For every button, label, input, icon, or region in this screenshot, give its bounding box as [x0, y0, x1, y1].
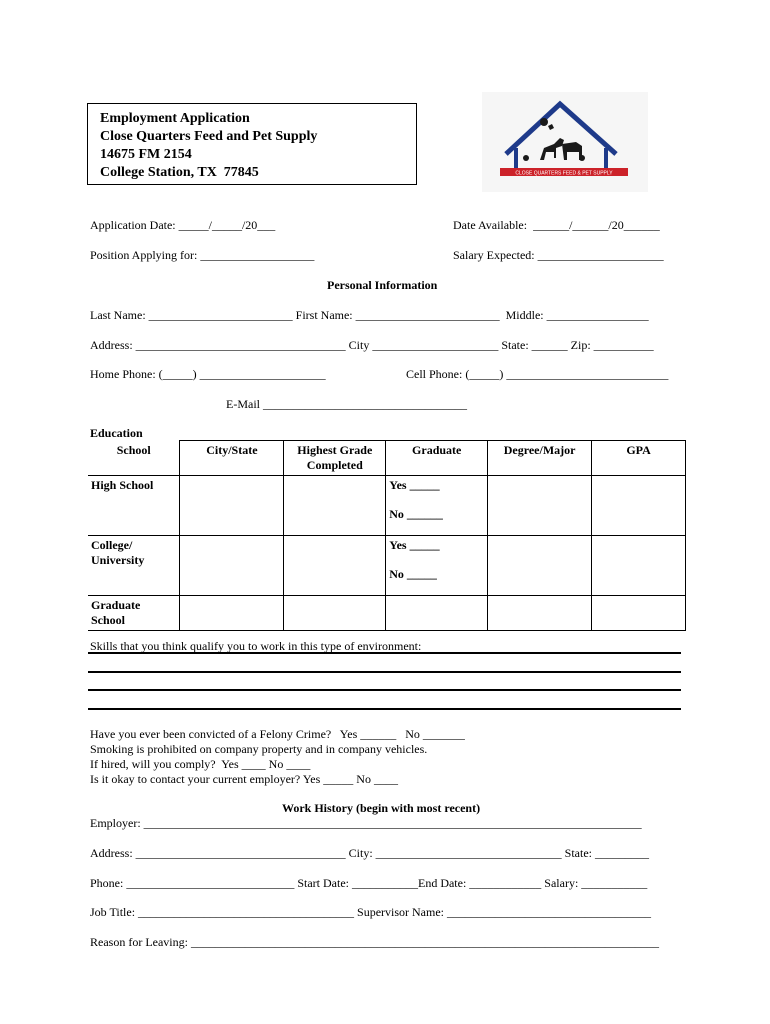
home-phone-field[interactable]: Home Phone: (_____) _____________________ [90, 367, 326, 381]
skills-line-1[interactable] [88, 652, 681, 654]
graduate-no[interactable]: No _____ [389, 567, 437, 581]
highest-grade-cell[interactable] [284, 476, 386, 536]
skills-line-2[interactable] [88, 671, 681, 673]
header-box [87, 103, 417, 185]
cell-phone-field[interactable]: Cell Phone: (_____) ___________________________ [406, 367, 669, 381]
header-city-state: City/State [180, 441, 284, 476]
gpa-cell[interactable] [592, 536, 686, 596]
degree-major-cell[interactable] [488, 536, 592, 596]
header-highest-grade: Highest Grade Completed [284, 441, 386, 476]
table-row [88, 596, 686, 631]
gpa-cell[interactable] [592, 476, 686, 536]
name-line[interactable]: Last Name: ________________________ First Name: ________________________ Middle: _________________ [90, 308, 649, 322]
header-graduate: Graduate [386, 441, 488, 476]
city-state-cell[interactable] [180, 596, 284, 631]
highest-grade-cell[interactable] [284, 536, 386, 596]
city-state-cell[interactable] [180, 476, 284, 536]
work-history-heading: Work History (begin with most recent) [282, 801, 481, 815]
graduate-yes[interactable]: Yes _____ [389, 538, 440, 552]
personal-info-heading: Personal Information [327, 278, 438, 292]
highest-grade-cell[interactable] [284, 596, 386, 631]
table-row [88, 536, 686, 596]
svg-text:CLOSE QUARTERS FEED & PET SUPP: CLOSE QUARTERS FEED & PET SUPPLY [515, 170, 613, 177]
graduate-no[interactable]: No ______ [389, 507, 443, 521]
work-address-field[interactable]: Address: ___________________________________ City: _______________________________ State: _________ [90, 846, 649, 860]
position-field[interactable]: Position Applying for: ___________________ [90, 248, 315, 262]
skills-line-4[interactable] [88, 708, 681, 710]
school-college: College/ University [88, 536, 180, 596]
table-row [88, 476, 686, 536]
salary-expected-field[interactable]: Salary Expected: _____________________ [453, 248, 664, 262]
school-graduate: Graduate School [88, 596, 180, 631]
date-available-field[interactable]: Date Available: ______/______/20______ [453, 218, 660, 232]
header-company: Close Quarters Feed and Pet Supply [100, 129, 318, 144]
felony-question[interactable]: Have you ever been convicted of a Felony Crime? Yes ______ No _______ [90, 727, 465, 741]
work-phone-field[interactable]: Phone: ____________________________ Start Date: ___________End Date: ____________ Salary: ___________ [90, 876, 648, 890]
education-heading: Education [90, 426, 143, 440]
header-title: Employment Application [100, 111, 250, 126]
skills-line-3[interactable] [88, 689, 681, 691]
header-school: School [88, 441, 180, 476]
contact-employer-question[interactable]: Is it okay to contact your current employer? Yes _____ No ____ [90, 772, 398, 786]
company-logo [482, 92, 648, 192]
header-degree-major: Degree/Major [488, 441, 592, 476]
city-state-cell[interactable] [180, 536, 284, 596]
degree-major-cell[interactable] [488, 476, 592, 536]
header-gpa: GPA [592, 441, 686, 476]
graduate-cell[interactable] [386, 536, 488, 596]
school-high-school: High School [88, 476, 180, 536]
graduate-cell[interactable] [386, 476, 488, 536]
application-date-field[interactable]: Application Date: _____/_____/20___ [90, 218, 276, 232]
header-city: College Station, TX 77845 [100, 165, 259, 180]
graduate-cell[interactable] [386, 596, 488, 631]
reason-for-leaving-field[interactable]: Reason for Leaving: ______________________________________________________________________________ [90, 935, 659, 949]
address-line[interactable]: Address: ___________________________________ City _____________________ State: ______ Zip: __________ [90, 338, 654, 352]
gpa-cell[interactable] [592, 596, 686, 631]
education-table [88, 440, 686, 631]
employer-field[interactable]: Employer: ___________________________________________________________________________________ [90, 816, 642, 830]
skills-label: Skills that you think qualify you to work in this type of environment: [90, 639, 422, 653]
graduate-yes[interactable]: Yes _____ [389, 478, 440, 492]
smoking-notice: Smoking is prohibited on company property and in company vehicles. [90, 742, 428, 756]
comply-question[interactable]: If hired, will you comply? Yes ____ No ____ [90, 757, 311, 771]
job-title-field[interactable]: Job Title: ____________________________________ Supervisor Name: __________________________________ [90, 905, 652, 919]
email-field[interactable]: E-Mail __________________________________ [226, 397, 467, 411]
degree-major-cell[interactable] [488, 596, 592, 631]
header-street: 14675 FM 2154 [100, 147, 192, 162]
